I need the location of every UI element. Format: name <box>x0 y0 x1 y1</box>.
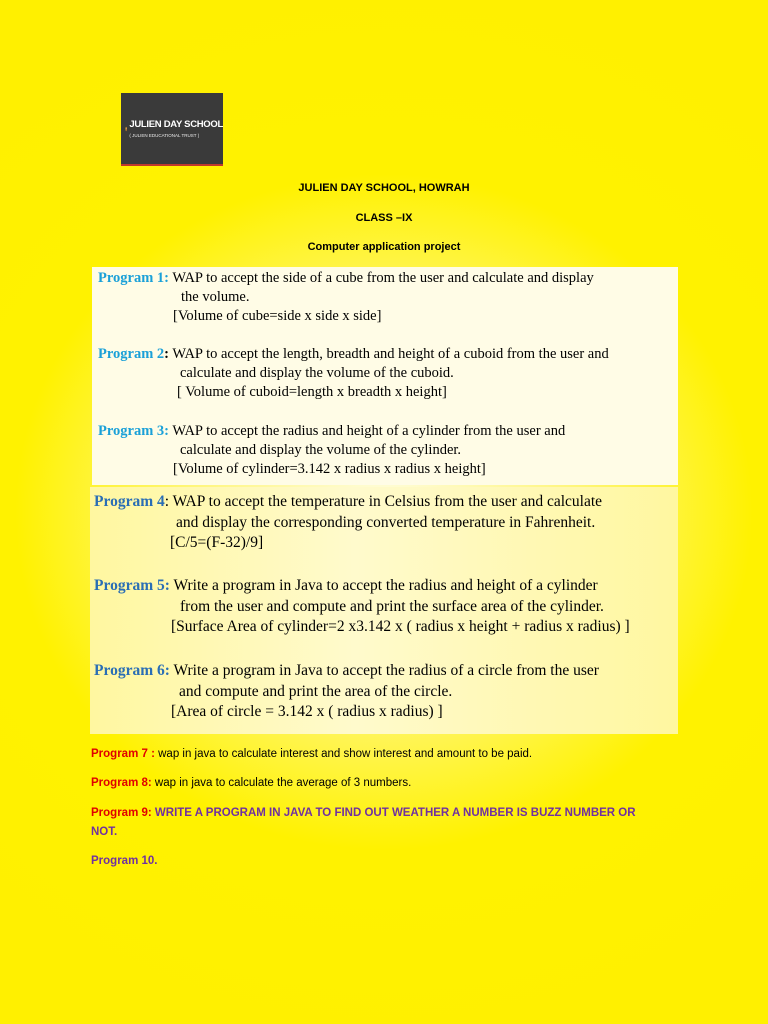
crest-icon <box>125 98 127 160</box>
program-text-cont: the volume. <box>181 289 250 305</box>
program-text: WAP to accept the radius and height of a cylinder from the user and <box>169 423 566 439</box>
program-1 <box>98 269 594 326</box>
program-text-cont: calculate and display the volume of the cuboid. <box>180 365 454 381</box>
program-label: Program 3: <box>98 423 169 439</box>
project-title: Computer application project <box>307 241 461 253</box>
program-6 <box>94 661 599 723</box>
program-formula: [C/5=(F-32)/9] <box>170 534 264 551</box>
program-text-cont: and display the corresponding converted temperature in Fahrenheit. <box>176 513 596 531</box>
program-text: WAP to accept the temperature in Celsius from the user and calculate <box>169 493 603 510</box>
program-text: Write a program in Java to accept the radius of a circle from the user <box>169 662 599 679</box>
program-text: WAP to accept the side of a cube from the user and calculate and display <box>169 270 594 286</box>
program-10 <box>91 852 157 871</box>
program-label: Program 10. <box>91 855 158 867</box>
program-text: WAP to accept the length, breadth and height of a cuboid from the user and <box>169 346 609 362</box>
program-7 <box>91 745 532 764</box>
program-text-cont: from the user and compute and print the surface area of the cylinder. <box>180 597 604 615</box>
label-colon: : <box>164 346 170 362</box>
programs-box-2 <box>90 487 678 734</box>
program-formula: [Surface Area of cylinder=2 x3.142 x ( radius x height + radius x radius) ] <box>171 618 630 635</box>
program-text-cont: calculate and display the volume of the cylinder. <box>180 442 462 458</box>
program-formula: [ Volume of cuboid=length x breadth x height] <box>177 384 447 400</box>
program-2 <box>98 345 609 402</box>
program-text-cont: NOT. <box>91 826 118 838</box>
program-formula: [Area of circle = 3.142 x ( radius x radius) ] <box>171 703 443 720</box>
program-8 <box>91 774 411 793</box>
program-label: Program 5: <box>94 577 170 594</box>
program-label: Program 4 <box>94 493 165 510</box>
program-text-cont: and compute and print the area of the circle. <box>179 682 453 700</box>
class-title: CLASS –IX <box>355 212 413 224</box>
program-label: Program 7 : <box>91 748 155 760</box>
programs-box-1 <box>92 267 678 485</box>
program-9 <box>91 804 636 842</box>
program-text: wap in java to calculate interest and show interest and amount to be paid. <box>154 748 533 760</box>
program-formula: [Volume of cube=side x side x side] <box>173 308 382 324</box>
program-text: Write a program in Java to accept the radius and height of a cylinder <box>169 577 598 594</box>
program-text: wap in java to calculate the average of 3 numbers. <box>151 777 412 789</box>
program-text: WRITE A PROGRAM IN JAVA TO FIND OUT WEATHER A NUMBER IS BUZZ NUMBER OR <box>151 807 636 819</box>
program-label: Program 6: <box>94 662 170 679</box>
school-logo <box>121 93 223 166</box>
school-title: JULIEN DAY SCHOOL, HOWRAH <box>298 182 470 194</box>
program-label: Program 9: <box>91 807 152 819</box>
label-colon: : <box>164 493 170 510</box>
program-5 <box>94 576 630 638</box>
program-4 <box>94 492 602 554</box>
logo-school-name: JULIEN DAY SCHOOL <box>129 119 223 130</box>
program-3 <box>98 422 565 479</box>
program-label: Program 1: <box>98 270 169 286</box>
program-label: Program 8: <box>91 777 152 789</box>
logo-subtitle: ( JULIEN EDUCATIONAL TRUST ) <box>129 133 200 138</box>
program-label: Program 2 <box>98 346 165 362</box>
program-formula: [Volume of cylinder=3.142 x radius x radius x height] <box>173 461 486 477</box>
